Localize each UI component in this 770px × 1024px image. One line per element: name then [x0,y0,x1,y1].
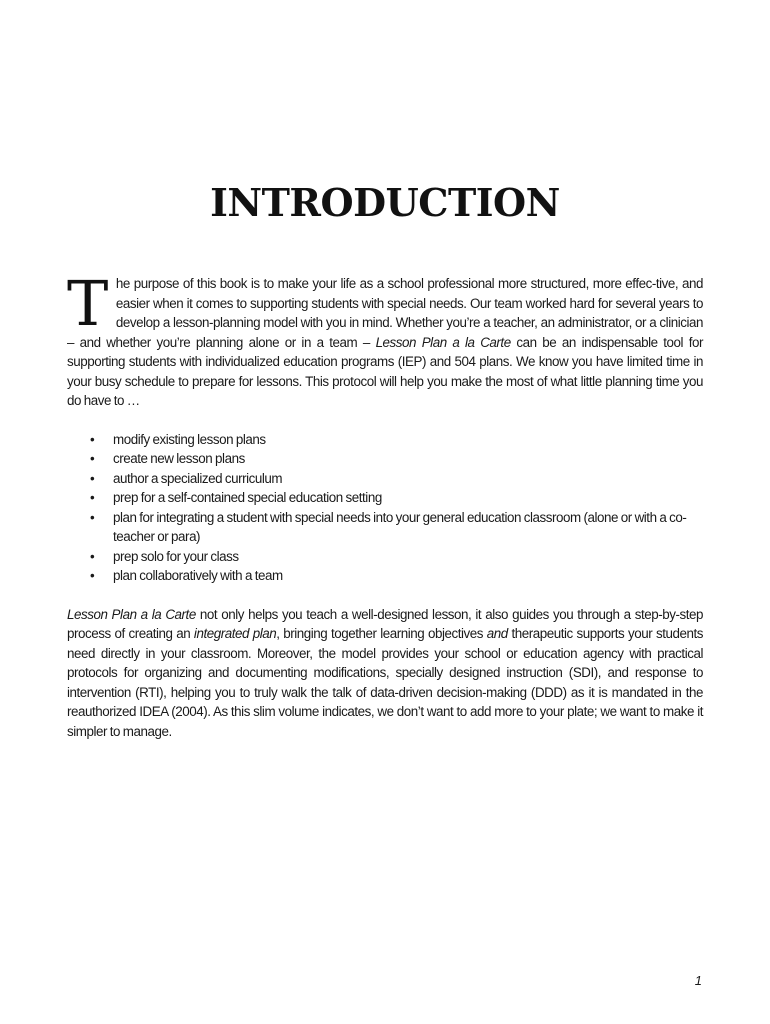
list-item-text: plan collaboratively with a team [113,568,283,583]
page-number: 1 [694,973,702,988]
closing-text-2: , bringing together learning objectives [276,626,487,641]
list-item [67,566,703,586]
drop-cap: T [67,267,108,340]
bullet-marker: • [90,568,95,583]
bullet-marker: • [90,431,95,447]
bullet-marker: • [90,451,95,466]
list-item [67,430,703,450]
list-item [67,508,703,547]
list-item [67,488,703,508]
closing-book-title: Lesson Plan a la Carte [67,606,196,622]
intro-paragraph [67,267,704,411]
bullet-marker: • [90,509,95,525]
list-item-text: prep solo for your class [113,548,239,564]
list-item [67,547,703,567]
page-title: INTRODUCTION [210,180,560,225]
bullet-marker: • [90,470,95,486]
intro-text-1: he purpose of this book is to make your life as a school professional more structured, more effec-tive, and easier when it comes to supporting students with special needs. Our team worked hard for several years to develop a lesson-planning model with you in mind. Whether you’re a teacher, an administrator, or a clinician – and whether you’re planning alone or in a team – [67,276,703,350]
list-item-text: create new lesson plans [113,451,245,466]
list-item-text: author a specialized curriculum [113,470,283,486]
closing-emphasis-and: and [486,626,508,641]
body-text [67,267,704,741]
closing-text-3: therapeutic supports your students need directly in your classroom. Moreover, the model provides your school or education agency with practical protocols for organizing and documenting modifications, specially designed instruction (SDI), and response to intervention (RTI), helping you to truly walk the talk of data-driven decision-making (DDD) as it is mandated in the reauthorized IDEA (2004). As this slim volume indicates, we don’t want to add more to your plate; we want to make it simpler to manage. [67,626,703,739]
list-item [67,469,703,489]
closing-paragraph [67,605,703,742]
list-item [67,449,703,469]
list-item-text: plan for integrating a student with special needs into your general education classroom (alone or with a co-teacher or para) [113,509,687,544]
bullet-marker: • [90,490,95,505]
list-item-text: modify existing lesson plans [113,431,266,447]
closing-text-1: not only helps you teach a well-designed lesson, it also guides you through a step-by-step process of creating an [67,606,703,641]
closing-emphasis-integrated-plan: integrated plan [193,626,277,641]
intro-text-2: can be an indispensable tool for supporting students with individualized education programs (IEP) and 504 plans. We know you have limited time in your busy schedule to prepare for lessons. This protocol will help you make the most of what little planning time you do have to … [67,334,704,408]
intro-book-title: Lesson Plan a la Carte [375,334,511,350]
bullet-list [67,430,703,586]
bullet-marker: • [90,548,95,564]
list-item-text: prep for a self-contained special education setting [113,490,382,505]
